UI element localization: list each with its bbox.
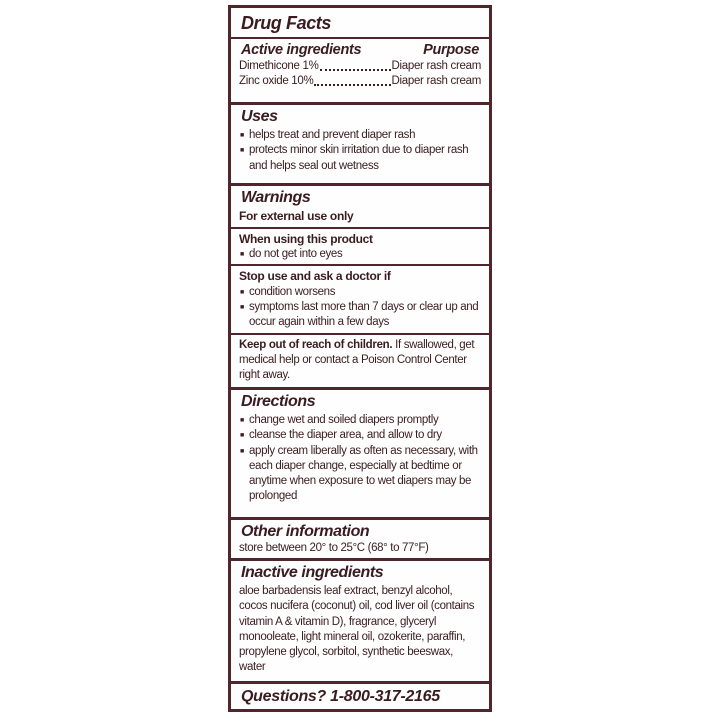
uses-bullet-text: protects minor skin irritation due to diaper rash and helps seal out wetness — [249, 144, 469, 172]
keep-out-of-reach-text — [239, 338, 481, 384]
ingredient-name: Zinc oxide 10% — [239, 75, 314, 87]
storage-text: store between 20° to 25°C (68° to 77°F) — [239, 542, 429, 554]
bullet-square-icon: ■ — [240, 288, 244, 296]
bullet-square-icon: ■ — [240, 417, 244, 424]
drug-facts-title: Drug Facts — [241, 13, 332, 33]
list-item — [239, 413, 481, 428]
section-other-information — [231, 517, 489, 558]
warnings-rule — [231, 333, 489, 335]
inactive-ingredients-heading: Inactive ingredients — [241, 564, 384, 581]
ingredient-row — [239, 59, 481, 74]
bullet-square-icon: ■ — [240, 432, 244, 440]
drug-facts-label — [228, 5, 492, 712]
list-item — [239, 285, 481, 300]
section-directions — [231, 387, 489, 517]
bullet-square-icon: ■ — [240, 147, 244, 155]
purpose-heading: Purpose — [423, 42, 479, 58]
directions-bullet-text: change wet and soiled diapers promptly — [249, 414, 439, 426]
ingredient-purpose: Diaper rash cream — [391, 60, 481, 72]
warnings-rule — [231, 264, 489, 266]
list-item — [239, 247, 481, 262]
directions-bullet-text: apply cream liberally as often as necessary, with each diaper change, especially at bedtime or anytime when exposure to wet diapers may be prolonged — [249, 444, 478, 503]
title-rule — [231, 37, 489, 39]
uses-bullet-text: helps treat and prevent diaper rash — [249, 129, 416, 141]
list-item — [239, 300, 481, 331]
list-item — [239, 444, 481, 505]
list-item — [239, 428, 481, 443]
section-drug-facts-header — [231, 8, 489, 102]
dotted-leader — [314, 84, 390, 86]
inactive-ingredients-text: aloe barbadensis leaf extract, benzyl alcohol, cocos nucifera (coconut) oil, cod liver oil (contains vitamin A & vitamin D), fragrance, glyceryl monooleate, light mineral oil, ozokerite, paraffin, propylene glycol, sorbitol, synthetic beeswax, water — [239, 585, 475, 674]
bullet-square-icon: ■ — [240, 251, 244, 258]
when-using-bullet-text: do not get into eyes — [249, 248, 343, 260]
ingredient-row — [239, 74, 481, 89]
active-ingredients-heading: Active ingredients — [241, 42, 362, 58]
external-use-text: For external use only — [239, 209, 354, 223]
directions-bullet-text: cleanse the diaper area, and allow to dry — [249, 429, 442, 442]
section-warnings — [231, 183, 489, 387]
when-using-heading: When using this product — [239, 231, 373, 246]
questions-phone-text: Questions? 1-800-317-2165 — [241, 688, 440, 705]
keep-out-bold-text: Keep out of reach of children. — [239, 338, 393, 351]
keep-out-rest-text: If swallowed, get medical help or contact a Poison Control Center right away. — [239, 338, 475, 382]
uses-heading: Uses — [241, 108, 278, 125]
stop-use-bullet-text: condition worsens — [249, 285, 336, 298]
section-questions — [231, 681, 489, 709]
section-inactive-ingredients — [231, 558, 489, 681]
bullet-square-icon: ■ — [240, 304, 244, 312]
bullet-square-icon: ■ — [240, 132, 244, 139]
stop-use-heading: Stop use and ask a doctor if — [239, 269, 391, 284]
ingredient-name: Dimethicone 1% — [239, 60, 319, 72]
stop-use-bullet-text: symptoms last more than 7 days or clear up and occur again within a few days — [249, 301, 479, 329]
dotted-leader — [320, 69, 391, 71]
list-item — [239, 128, 481, 143]
warnings-heading: Warnings — [241, 189, 311, 206]
section-uses — [231, 102, 489, 183]
directions-heading: Directions — [241, 393, 316, 410]
warnings-rule — [231, 227, 489, 229]
ingredient-purpose: Diaper rash cream — [391, 75, 481, 87]
bullet-square-icon: ■ — [240, 447, 244, 455]
other-information-heading: Other information — [241, 523, 370, 540]
active-ingredients-header — [239, 41, 481, 59]
list-item — [239, 143, 481, 174]
